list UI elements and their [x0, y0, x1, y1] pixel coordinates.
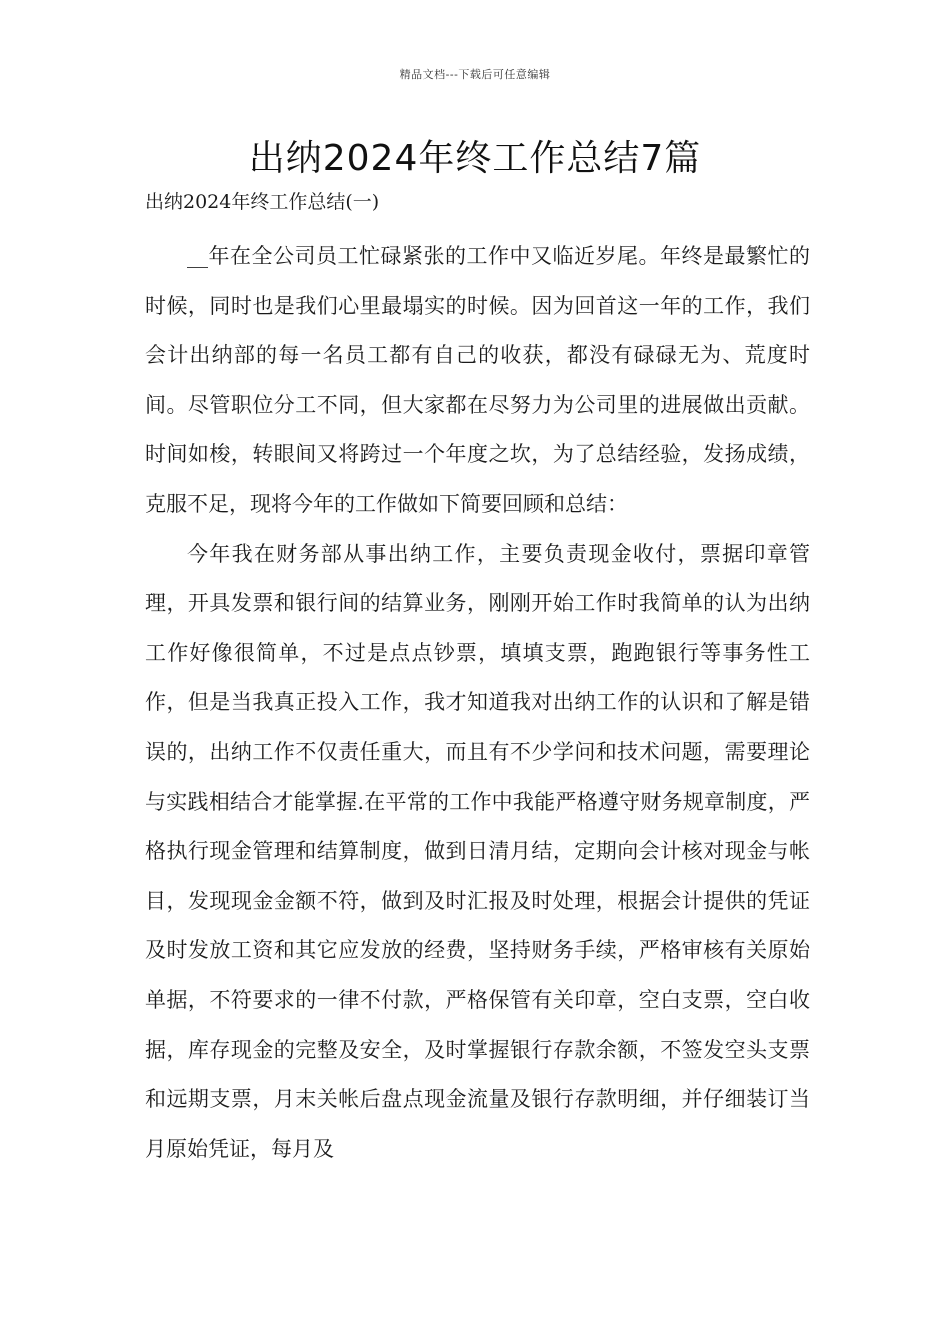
document-body [145, 232, 810, 1174]
paragraph-1: __年在全公司员工忙碌紧张的工作中又临近岁尾。年终是最繁忙的时候，同时也是我们心里最塌实的时候。因为回首这一年的工作，我们会计出纳部的每一名员工都有自己的收获，都没有碌碌无为、荒度时间。尽管职位分工不同，但大家都在尽努力为公司里的进展做出贡献。时间如梭，转眼间又将跨过一个年度之坎，为了总结经验，发扬成绩，克服不足，现将今年的工作做如下简要回顾和总结： [145, 244, 810, 516]
paragraph-2: 今年我在财务部从事出纳工作，主要负责现金收付，票据印章管理，开具发票和银行间的结算业务，刚刚开始工作时我简单的认为出纳工作好像很简单，不过是点点钞票，填填支票，跑跑银行等事务性工作，但是当我真正投入工作，我才知道我对出纳工作的认识和了解是错误的，出纳工作不仅责任重大，而且有不少学问和技术问题，需要理论与实践相结合才能掌握.在平常的工作中我能严格遵守财务规章制度，严格执行现金管理和结算制度，做到日清月结，定期向会计核对现金与帐目，发现现金金额不符，做到及时汇报及时处理，根据会计提供的凭证及时发放工资和其它应发放的经费，坚持财务手续，严格审核有关原始单据，不符要求的一律不付款，严格保管有关印章，空白支票，空白收据，库存现金的完整及安全，及时掌握银行存款余额，不签发空头支票和远期支票，月末关帐后盘点现金流量及银行存款明细，并仔细装订当月原始凭证，每月及 [145, 541, 810, 1161]
section-subtitle: 出纳2024年终工作总结(一) [145, 191, 380, 213]
document-title: 出纳2024年终工作总结7篇 [248, 138, 702, 179]
header-note: 精品文档---下载后可任意编辑 [399, 68, 551, 81]
